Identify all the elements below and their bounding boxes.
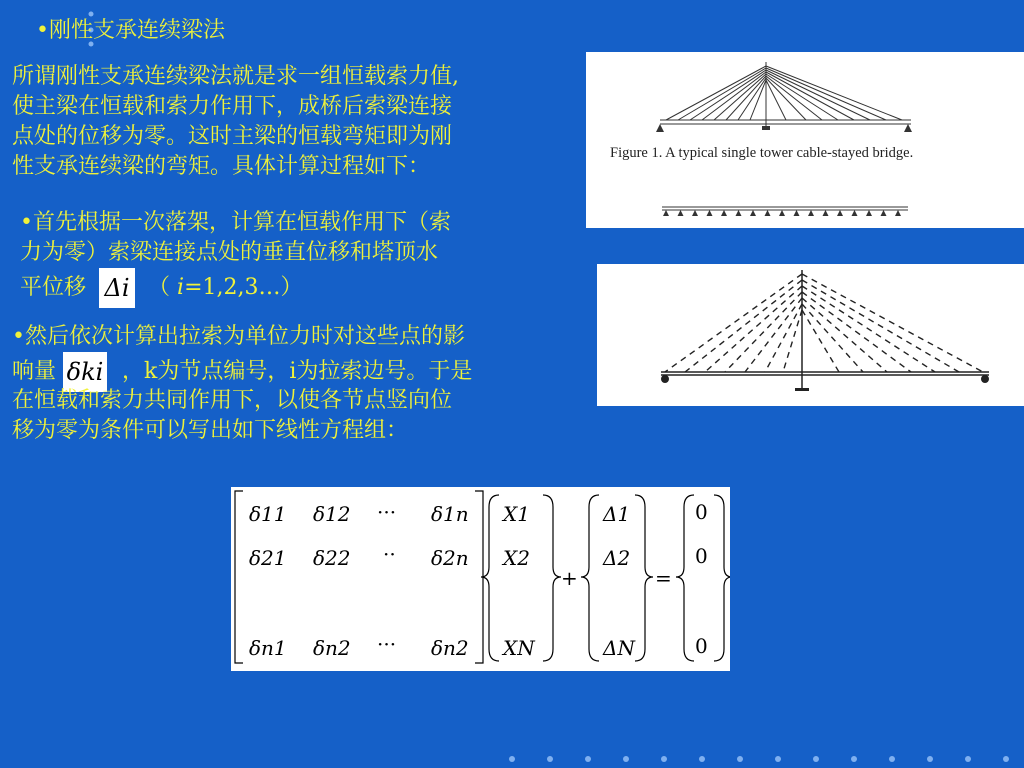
zero-vector-cell: 0 [695,634,708,658]
support-mark [779,210,785,216]
intro-paragraph [12,62,459,182]
zero-vector-cell: 0 [695,500,708,524]
matrix-cell: δ1n [431,502,469,526]
bullet-text: =1,2,3…） [184,275,303,300]
equation-svg [231,487,730,671]
support-mark [721,210,727,216]
delta-vector-cell: Δ2 [603,546,631,570]
plus-sign: + [561,566,578,590]
intro-line: 使主梁在恒载和索力作用下，成桥后索梁连接 [12,94,453,119]
support-mark [736,210,742,216]
support-mark [765,210,771,216]
support-mark [852,210,858,216]
delta-i-symbol: Δi [99,268,135,308]
support-mark [808,210,814,216]
support-mark [707,210,713,216]
support-mark [823,210,829,216]
support-mark [837,210,843,216]
matrix-cell: δn2 [313,636,351,660]
intro-line: 性支承连续梁的弯矩。具体计算过程如下： [12,154,431,179]
bullet-line: 力为零）索梁连接点处的垂直位移和塔顶水 [20,240,439,265]
bullet-line: 在恒载和索力共同作用下，以使各节点竖向位 [12,388,453,413]
x-vector-cell: X1 [503,502,530,526]
matrix-cell: δ22 [313,546,351,570]
bullet-text: ，k为节点编号，i为拉索边号。于是 [122,359,473,384]
bridge-figure-1 [586,52,1024,228]
linear-equation-system [231,487,730,671]
support-mark [895,210,901,216]
intro-line: 所谓刚性支承连续梁法就是求一组恒载索力值, [12,64,459,89]
matrix-cell: δ11 [249,502,287,526]
index-variable: i [177,275,185,300]
slide-title: •刚性支承连续梁法 [36,18,225,43]
figure-caption: Figure 1. A typical single tower cable-stayed bridge. [610,145,914,161]
support-mark [750,210,756,216]
bullet-line [20,268,451,302]
support-mark [866,210,872,216]
matrix-cell: δn1 [249,636,287,660]
equals-sign: = [655,566,672,590]
x-vector-cell: XN [503,636,535,660]
bullet-text: 响量 [12,359,57,384]
matrix-cell: ·· [383,542,396,566]
x-vector-cell: X2 [503,546,530,570]
matrix-cell: δ2n [431,546,469,570]
bullet-line: •然后依次计算出拉索为单位力时对这些点的影 [12,324,465,349]
support-mark [881,210,887,216]
support-mark [794,210,800,216]
support-mark [692,210,698,216]
bullet-first [20,208,451,302]
bridge-dashed-drawing [597,264,1024,406]
bullet-second [12,322,472,446]
support-mark [678,210,684,216]
matrix-cell: δ12 [313,502,351,526]
intro-line: 点处的位移为零。这时主梁的恒载弯矩即为刚 [12,124,453,149]
bridge-drawing [586,52,1024,228]
bullet-line: •首先根据一次落架，计算在恒载作用下（索 [20,210,451,235]
matrix-cell: ··· [377,632,397,656]
matrix-cell: δ21 [249,546,287,570]
matrix-cell: δn2 [431,636,469,660]
bridge-figure-2 [597,264,1024,406]
matrix-cell: ··· [377,500,397,524]
support-mark [663,210,669,216]
bullet-line [12,352,472,386]
bullet-text: 平位移 [20,275,87,300]
delta-ki-symbol: δki [63,352,107,392]
decorative-dots [0,750,1024,768]
zero-vector-cell: 0 [695,544,708,568]
bullet-text: （ [148,275,178,300]
delta-vector-cell: ΔN [603,636,635,660]
delta-vector-cell: Δ1 [603,502,631,526]
bullet-line: 移为零为条件可以写出如下线性方程组： [12,418,409,443]
